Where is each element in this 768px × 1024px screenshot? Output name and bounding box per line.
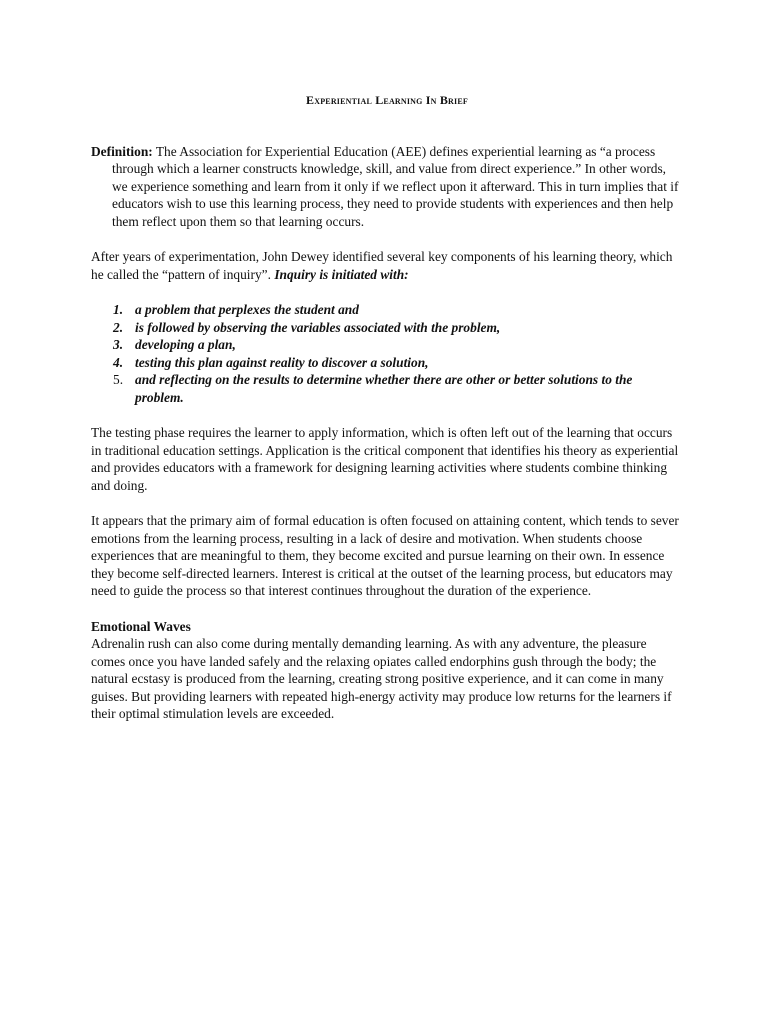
list-item-text: and reflecting on the results to determine whether there are other or better solutions to the problem.	[135, 372, 633, 405]
definition-term: Definition:	[91, 143, 153, 159]
document-title: Experiential Learning In Brief	[306, 93, 468, 107]
list-item-text: testing this plan against reality to discover a solution,	[135, 354, 429, 370]
testing-paragraph: The testing phase requires the learner to apply information, which is often left out of the learning that occurs in traditional education settings. Application is the critical component that identifies his theory as experiential and provides educators with a framework for designing learning activities where students combine thinking and doing.	[91, 425, 679, 493]
emotional-waves-paragraph: Adrenalin rush can also come during mentally demanding learning. As with any adventure, the pleasure comes once you have landed safely and the relaxing opiates called endorphins gush through the body; the natural ecstasy is produced from the learning, creating strong positive experience, and it can come in many guises. But providing learners with repeated high-energy activity may produce low returns for the learners if their optimal stimulation levels are exceeded.	[91, 636, 672, 721]
list-item-number: 4.	[113, 354, 124, 370]
list-item	[91, 354, 683, 372]
list-item-number: 1.	[113, 302, 124, 317]
definition-paragraph	[91, 143, 683, 231]
dewey-paragraph-text: After years of experimentation, John Dewey identified several key components of his learning theory, which he called the “pattern of inquiry”.	[91, 249, 673, 282]
inquiry-steps-list	[91, 301, 683, 406]
definition-text: The Association for Experiential Education (AEE) defines experiential learning as “a process through which a learner constructs knowledge, skill, and value from direct experience.” In other words, we experience something and learn from it only if we reflect upon it afterward. This in turn implies that if educators wish to use this learning process, they need to provide students with experiences and then help them reflect upon them so that learning occurs.	[112, 143, 679, 229]
list-item-text: developing a plan,	[135, 337, 236, 352]
list-item	[91, 319, 683, 337]
list-item-number: 2.	[113, 319, 124, 335]
list-item-number: 3.	[113, 337, 124, 352]
list-item-text: is followed by observing the variables associated with the problem,	[135, 319, 501, 335]
aim-paragraph: It appears that the primary aim of formal education is often focused on attaining content, which tends to sever emotions from the learning process, resulting in a lack of desire and motivation. When students choose experiences that are meaningful to them, they become excited and pursue learning on their own. In essence they become self-directed learners. Interest is critical at the outset of the learning process, but educators may need to guide the process so that interest continues throughout the duration of the experience.	[91, 513, 679, 598]
dewey-paragraph	[91, 248, 683, 283]
list-item-number: 5.	[113, 372, 124, 387]
section-heading-emotional-waves: Emotional Waves	[91, 618, 191, 634]
inquiry-emphasis: Inquiry is initiated with:	[274, 266, 409, 282]
list-item	[91, 301, 683, 319]
list-item-text: a problem that perplexes the student and	[135, 302, 359, 317]
document-content	[91, 92, 683, 723]
list-item	[91, 371, 683, 406]
list-item	[91, 336, 683, 354]
